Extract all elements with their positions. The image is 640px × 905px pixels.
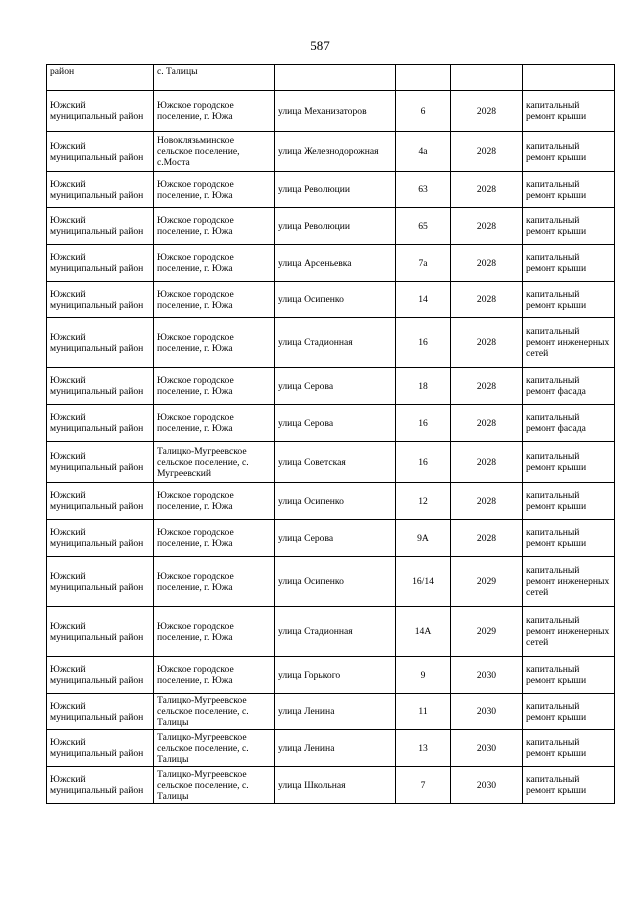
table-row [47,368,615,405]
cell-year: 2028 [451,405,523,442]
cell-settlement: Южское городское поселение, г. Южа [154,557,275,607]
cell-work-type: капитальный ремонт крыши [523,730,615,767]
cell-street: улица Осипенко [275,282,396,318]
cell-settlement: Новоклязьминское сельское поселение, с.Моста [154,132,275,172]
table-row [47,282,615,318]
cell-house-number: 7а [396,245,451,282]
cell-street: улица Революции [275,208,396,245]
cell-year: 2028 [451,368,523,405]
cell-house-number: 11 [396,694,451,730]
cell-house-number: 12 [396,483,451,520]
table-row [47,730,615,767]
cell-settlement: Талицко-Мугреевское сельское поселение, с. Талицы [154,730,275,767]
table-row [47,132,615,172]
cell-work-type: капитальный ремонт инженерных сетей [523,557,615,607]
cell-district: Южский муниципальный район [47,282,154,318]
table-row [47,442,615,483]
cell-house-number: 4а [396,132,451,172]
page-number: 587 [310,38,330,53]
cell-district: Южский муниципальный район [47,442,154,483]
table-row [47,483,615,520]
cell-year: 2028 [451,132,523,172]
repair-schedule-table [46,64,615,804]
cell-work-type: капитальный ремонт крыши [523,208,615,245]
cell-settlement: Южское городское поселение, г. Южа [154,208,275,245]
table-row [47,657,615,694]
table-row [47,318,615,368]
cell-district: Южский муниципальный район [47,368,154,405]
cell-street: улица Осипенко [275,557,396,607]
cell-work-type: капитальный ремонт крыши [523,282,615,318]
cell-work-type: капитальный ремонт крыши [523,245,615,282]
cell-street: улица Революции [275,172,396,208]
cell-street: улица Ленина [275,730,396,767]
cell-street: улица Ленина [275,694,396,730]
cell-house-number: 7 [396,767,451,804]
cell-district: Южский муниципальный район [47,132,154,172]
cell-year: 2028 [451,282,523,318]
table-row [47,694,615,730]
cell-house-number [396,65,451,91]
table-row [47,607,615,657]
cell-street [275,65,396,91]
cell-house-number: 9А [396,520,451,557]
cell-settlement: Южское городское поселение, г. Южа [154,172,275,208]
cell-year: 2029 [451,607,523,657]
cell-work-type: капитальный ремонт крыши [523,483,615,520]
cell-work-type [523,65,615,91]
cell-street: улица Серова [275,520,396,557]
cell-street: улица Горького [275,657,396,694]
cell-district: Южский муниципальный район [47,767,154,804]
cell-year: 2030 [451,694,523,730]
cell-house-number: 18 [396,368,451,405]
cell-settlement: Южское городское поселение, г. Южа [154,91,275,132]
cell-settlement: Талицко-Мугреевское сельское поселение, с. Талицы [154,694,275,730]
cell-year: 2028 [451,483,523,520]
table-row [47,208,615,245]
cell-house-number: 16/14 [396,557,451,607]
cell-settlement: Южское городское поселение, г. Южа [154,483,275,520]
cell-work-type: капитальный ремонт фасада [523,405,615,442]
cell-work-type: капитальный ремонт крыши [523,767,615,804]
cell-settlement: Южское городское поселение, г. Южа [154,368,275,405]
cell-settlement: Талицко-Мугреевское сельское поселение, с. Талицы [154,767,275,804]
cell-street: улица Механизаторов [275,91,396,132]
cell-district: Южский муниципальный район [47,657,154,694]
cell-work-type: капитальный ремонт крыши [523,520,615,557]
cell-settlement: Южское городское поселение, г. Южа [154,607,275,657]
cell-work-type: капитальный ремонт фасада [523,368,615,405]
cell-house-number: 16 [396,405,451,442]
cell-district: Южский муниципальный район [47,208,154,245]
cell-district: Южский муниципальный район [47,405,154,442]
cell-year: 2028 [451,245,523,282]
cell-year: 2030 [451,730,523,767]
cell-street: улица Осипенко [275,483,396,520]
table-row [47,405,615,442]
cell-street: улица Железнодорожная [275,132,396,172]
cell-district: Южский муниципальный район [47,172,154,208]
cell-district: Южский муниципальный район [47,318,154,368]
cell-settlement: Южское городское поселение, г. Южа [154,318,275,368]
cell-district: Южский муниципальный район [47,694,154,730]
table-body [47,65,615,804]
cell-house-number: 16 [396,318,451,368]
cell-district: Южский муниципальный район [47,91,154,132]
cell-street: улица Серова [275,405,396,442]
cell-house-number: 14А [396,607,451,657]
cell-street: улица Арсеньевка [275,245,396,282]
cell-street: улица Серова [275,368,396,405]
cell-house-number: 16 [396,442,451,483]
cell-district: Южский муниципальный район [47,730,154,767]
cell-district: Южский муниципальный район [47,607,154,657]
cell-district: Южский муниципальный район [47,483,154,520]
cell-house-number: 65 [396,208,451,245]
table-row [47,557,615,607]
cell-year: 2028 [451,520,523,557]
cell-settlement: Южское городское поселение, г. Южа [154,520,275,557]
cell-work-type: капитальный ремонт крыши [523,657,615,694]
cell-work-type: капитальный ремонт инженерных сетей [523,318,615,368]
cell-street: улица Стадионная [275,318,396,368]
cell-settlement: Южское городское поселение, г. Южа [154,282,275,318]
cell-settlement: Южское городское поселение, г. Южа [154,657,275,694]
cell-settlement: Южское городское поселение, г. Южа [154,245,275,282]
cell-work-type: капитальный ремонт крыши [523,132,615,172]
cell-house-number: 6 [396,91,451,132]
cell-work-type: капитальный ремонт крыши [523,172,615,208]
cell-street: улица Школьная [275,767,396,804]
cell-year: 2030 [451,767,523,804]
table-row [47,91,615,132]
cell-year: 2030 [451,657,523,694]
cell-work-type: капитальный ремонт крыши [523,91,615,132]
cell-settlement: с. Талицы [154,65,275,91]
cell-house-number: 14 [396,282,451,318]
cell-year: 2028 [451,172,523,208]
cell-year: 2028 [451,318,523,368]
continued-row [47,65,615,91]
cell-house-number: 13 [396,730,451,767]
cell-district: Южский муниципальный район [47,557,154,607]
cell-work-type: капитальный ремонт крыши [523,694,615,730]
cell-year [451,65,523,91]
cell-house-number: 9 [396,657,451,694]
cell-year: 2028 [451,208,523,245]
cell-settlement: Талицко-Мугреевское сельское поселение, с. Мугреевский [154,442,275,483]
cell-year: 2028 [451,442,523,483]
cell-year: 2029 [451,557,523,607]
table-row [47,172,615,208]
cell-district: район [47,65,154,91]
cell-district: Южский муниципальный район [47,245,154,282]
cell-work-type: капитальный ремонт инженерных сетей [523,607,615,657]
cell-work-type: капитальный ремонт крыши [523,442,615,483]
table-row [47,520,615,557]
cell-district: Южский муниципальный район [47,520,154,557]
cell-settlement: Южское городское поселение, г. Южа [154,405,275,442]
table-row [47,767,615,804]
cell-year: 2028 [451,91,523,132]
cell-house-number: 63 [396,172,451,208]
table-row [47,245,615,282]
cell-street: улица Стадионная [275,607,396,657]
cell-street: улица Советская [275,442,396,483]
